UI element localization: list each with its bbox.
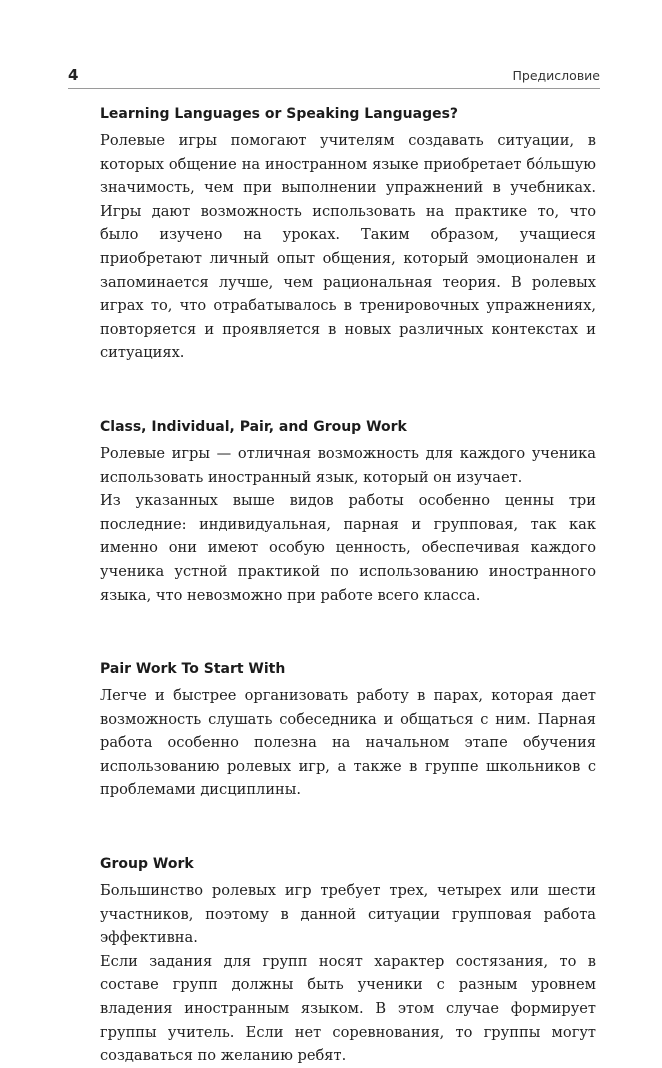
section-pair-work — [100, 657, 596, 802]
page-number: 4 — [68, 66, 79, 84]
paragraph: Ролевые игры — отличная возможность для каждого ученика использовать иностранный язык, который он изучает. — [100, 444, 596, 486]
section-class-individual-pair-group-work — [100, 415, 596, 607]
running-header — [68, 64, 600, 89]
section-heading: Pair Work To Start With — [100, 661, 286, 678]
paragraph: Из указанных выше видов работы особенно ценны три последние: индивидуальная, парная и групповая, так как именно они имеют особую ценность, обеспечивая каждого ученика устной практикой по использованию иностранного языка, что невозможно при работе всего класса. — [100, 492, 596, 604]
section-heading: Class, Individual, Pair, and Group Work — [100, 418, 407, 435]
section-group-work — [100, 852, 596, 1068]
section-heading: Group Work — [100, 856, 194, 873]
paragraph: Большинство ролевых игр требует трех, четырех или шести участников, поэтому в данной ситуации групповая работа эффективна. — [100, 882, 596, 947]
paragraph: Легче и быстрее организовать работу в парах, которая дает возможность слушать собеседника и общаться с ним. Парная работа особенно полезна на начальном этапе обучения использованию ролевых игр, а также в группе школьников с проблемами дисциплины. — [100, 687, 596, 799]
paragraph: Если задания для групп носят характер состязания, то в составе групп должны быть ученики с разным уровнем владения иностранным языком. В этом случае формирует группы учитель. Если нет соревнования, то группы могут создаваться по желанию ребят. — [100, 952, 596, 1065]
page-content — [100, 102, 596, 1068]
section-heading: Learning Languages or Speaking Languages? — [100, 106, 459, 122]
paragraph: Ролевые игры помогают учителям создавать ситуации, в которых общение на иностранном языке приобретает бо́льшую значимость, чем при выполнении упражнений в учебниках. Игры дают возможность использовать на практике то, что было изучено на уроках. Таким образом, учащиеся приобретают личный опыт общения, который эмоционален и запоминается лучше, чем рациональная теория. В ролевых играх то, что отрабатывалось в тренировочных упражнениях, повторяется и проявляется в новых различных контекстах и ситуациях. — [100, 132, 596, 362]
running-title: Предисловие — [512, 68, 600, 83]
section-learning-languages — [100, 102, 596, 365]
